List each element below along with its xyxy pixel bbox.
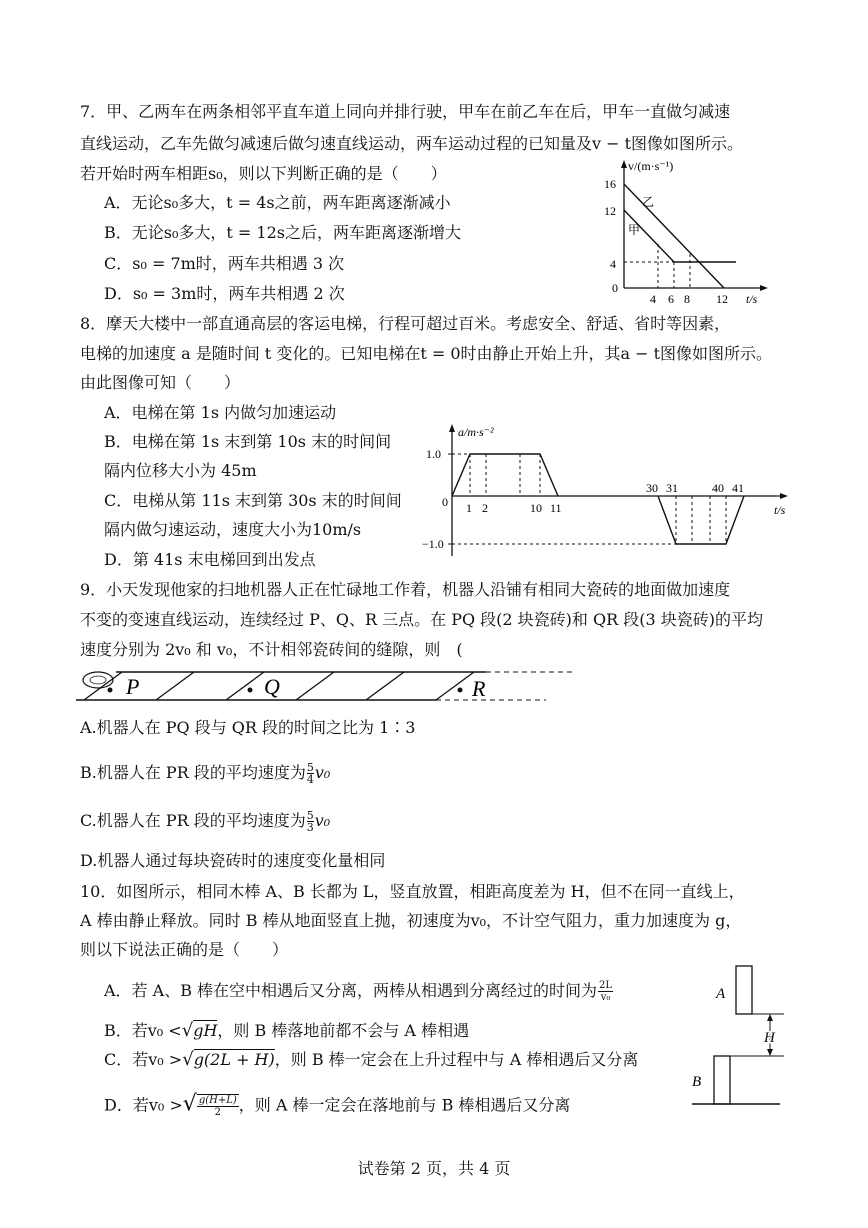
q10-option-a-denominator: v₀ [600, 992, 611, 1003]
q8-option-d: D．第 41s 末电梯回到出发点 [104, 550, 316, 569]
q10-option-c-text: C．若v₀ > [104, 1050, 183, 1069]
q8-stem-line-1: 8．摩天大楼中一部直通高层的客运电梯，行程可超过百米。考虑安全、舒适、省时等因素， [80, 314, 731, 333]
q8-xtick-41: 41 [732, 481, 744, 495]
sqrt-icon: √ [182, 1049, 194, 1070]
q9-stem-line-3: 速度分别为 2v₀ 和 v₀，不计相邻瓷砖间的缝隙，则 ( [80, 640, 463, 659]
point-r-dot [458, 688, 463, 693]
q10-option-b-text: B．若v₀ < [104, 1021, 182, 1040]
q8-xtick-11: 11 [550, 501, 562, 515]
rod-a-label: A [716, 986, 726, 1002]
q9-option-b [80, 762, 330, 785]
q10-option-c [104, 1050, 638, 1070]
q8-stem-line-3: 由此图像可知（ ） [80, 373, 241, 392]
q9-option-b-text: B.机器人在 PR 段的平均速度为 [80, 763, 306, 782]
q8-xtick-40: 40 [712, 481, 724, 495]
q9-option-d: D.机器人通过每块瓷砖时的速度变化量相同 [80, 851, 386, 870]
q7-xtick-12: 12 [716, 292, 728, 306]
q8-curve-negative [658, 496, 744, 544]
q8-xtick-10: 10 [530, 501, 542, 515]
q10-rods-figure [684, 958, 794, 1114]
point-q-label: Q [264, 674, 280, 699]
q7-option-d: D．s₀ = 3m时，两车共相遇 2 次 [104, 284, 345, 303]
q10-stem-line-1: 10．如图所示，相同木棒 A、B 长都为 L，竖直放置，相距高度差为 H，但不在同一直线上， [80, 882, 745, 901]
q7-xtick-8: 8 [684, 292, 690, 306]
q10-option-d-denominator: 2 [214, 1107, 221, 1118]
q7-stem-line-3: 若开始时两车相距s₀，则以下判断正确的是（ ） [80, 164, 447, 183]
q7-ytick-4: 4 [610, 257, 616, 271]
q8-option-b-line-1: B．电梯在第 1s 末到第 10s 末的时间间 [104, 432, 392, 451]
q7-x-axis-label: t/s [746, 292, 758, 306]
q9-option-c-tail: v₀ [314, 811, 331, 830]
q10-option-d [104, 1091, 571, 1118]
q7-line-yi [624, 210, 736, 262]
q9-stem-line-2: 不变的变速直线运动，连续经过 P、Q、R 三点。在 PQ 段(2 块瓷砖)和 QR 段(3 块瓷砖)的平均 [80, 610, 763, 629]
q8-origin: 0 [442, 495, 448, 509]
sqrt-icon: √ [182, 1091, 197, 1117]
q9-option-c-fraction [307, 810, 314, 833]
q9-option-b-tail: v₀ [314, 763, 331, 782]
q9-option-b-denominator: 4 [306, 773, 314, 786]
q7-ytick-16: 16 [604, 177, 616, 191]
q9-tile-figure [76, 664, 586, 708]
q8-option-a: A．电梯在第 1s 内做匀加速运动 [104, 403, 337, 422]
q8-xtick-1: 1 [466, 501, 472, 515]
q9-option-c-numerator: 5 [306, 809, 314, 822]
q10-option-c-rest: ，则 B 棒一定会在上升过程中与 A 棒相遇后又分离 [274, 1050, 639, 1069]
q8-xtick-30: 30 [646, 481, 658, 495]
q10-option-a-fraction [598, 980, 613, 1003]
rod-b-label: B [692, 1074, 702, 1090]
point-q-dot [248, 688, 253, 693]
q9-option-b-fraction [307, 762, 314, 785]
q10-option-b [104, 1021, 469, 1041]
q7-origin: 0 [612, 281, 618, 295]
q7-option-c: C．s₀ = 7m时，两车共相遇 3 次 [104, 254, 345, 273]
q10-option-d-text: D．若v₀ > [104, 1095, 183, 1115]
q7-label-yi: 乙 [642, 195, 655, 209]
q10-option-d-radicand [197, 1094, 239, 1118]
q9-option-b-numerator: 5 [306, 761, 314, 774]
q8-ytick-pos: 1.0 [426, 447, 441, 461]
rod-b [714, 1056, 730, 1104]
q9-stem-line-1: 9．小天发现他家的扫地机器人正在忙碌地工作着，机器人沿铺有相同大瓷砖的地面做加速度 [80, 580, 731, 599]
q10-option-d-numerator: g(H+L) [198, 1095, 237, 1106]
q8-xtick-2: 2 [482, 501, 488, 515]
q7-stem-line-1: 7．甲、乙两车在两条相邻平直车道上同向并排行驶，甲车在前乙车在后，甲车一直做匀减速 [80, 102, 731, 121]
q7-vt-graph [598, 158, 778, 308]
q10-option-d-rest: ，则 A 棒一定会在落地前与 B 棒相遇后又分离 [238, 1095, 571, 1115]
q7-xtick-4: 4 [650, 292, 656, 306]
q7-ytick-12: 12 [604, 204, 616, 218]
q7-option-a: A．无论s₀多大，t = 4s之前，两车距离逐渐减小 [104, 193, 451, 212]
q9-option-a: A.机器人在 PQ 段与 QR 段的时间之比为 1∶3 [80, 718, 416, 737]
point-r-label: R [472, 676, 486, 701]
q8-x-axis-label: t/s [774, 503, 786, 517]
q8-curve-positive [452, 454, 558, 496]
q10-option-a-text: A．若 A、B 棒在空中相遇后又分离，两棒从相遇到分离经过的时间为 [104, 981, 598, 1000]
q7-xtick-6: 6 [668, 292, 674, 306]
q8-ytick-neg: −1.0 [422, 537, 444, 551]
q7-y-axis-label: v/(m·s⁻¹) [628, 159, 674, 173]
sqrt-icon: √ [181, 1020, 194, 1041]
q10-option-b-rest: ，则 B 棒落地前都不会与 A 棒相遇 [217, 1021, 470, 1040]
q8-stem-line-2: 电梯的加速度 a 是随时间 t 变化的。已知电梯在t = 0时由静止开始上升，其a − t图像如图所示。 [80, 344, 773, 363]
page-footer: 试卷第 2 页，共 4 页 [357, 1159, 511, 1178]
q10-stem-line-2: A 棒由静止释放。同时 B 棒从地面竖直上抛，初速度为v₀，不计空气阻力，重力加速度为 g， [80, 911, 742, 930]
q10-stem-line-3: 则以下说法正确的是（ ） [80, 940, 289, 959]
q8-at-graph [420, 420, 800, 560]
point-p-label: P [126, 674, 140, 699]
q9-option-c-denominator: 3 [306, 821, 314, 834]
q10-option-c-radicand: g(2L + H) [193, 1050, 275, 1069]
q7-label-jia: 甲 [628, 223, 641, 237]
q8-option-c-line-1: C．电梯从第 11s 末到第 30s 末的时间间 [104, 491, 402, 510]
q10-option-a-numerator: 2L [599, 980, 613, 991]
q7-option-b: B．无论s₀多大，t = 12s之后，两车距离逐渐增大 [104, 223, 461, 242]
q10-option-a [104, 980, 613, 1003]
q9-option-c [80, 810, 330, 833]
q8-xtick-31: 31 [666, 481, 678, 495]
q7-stem-line-2: 直线运动，乙车先做匀减速后做匀速直线运动，两车运动过程的已知量及v − t图像如图所示。 [80, 134, 744, 153]
q8-option-b-line-2: 隔内位移大小为 45m [104, 461, 257, 480]
point-p-dot [108, 688, 113, 693]
robot-icon [83, 672, 113, 688]
height-label: H [764, 1030, 775, 1046]
q10-option-b-radicand: gH [193, 1021, 218, 1040]
q8-option-c-line-2: 隔内做匀速运动，速度大小为10m/s [104, 520, 362, 539]
q8-y-axis-label: a/m·s⁻² [458, 425, 494, 439]
rod-a [736, 966, 752, 1014]
q9-option-c-text: C.机器人在 PR 段的平均速度为 [80, 811, 306, 830]
